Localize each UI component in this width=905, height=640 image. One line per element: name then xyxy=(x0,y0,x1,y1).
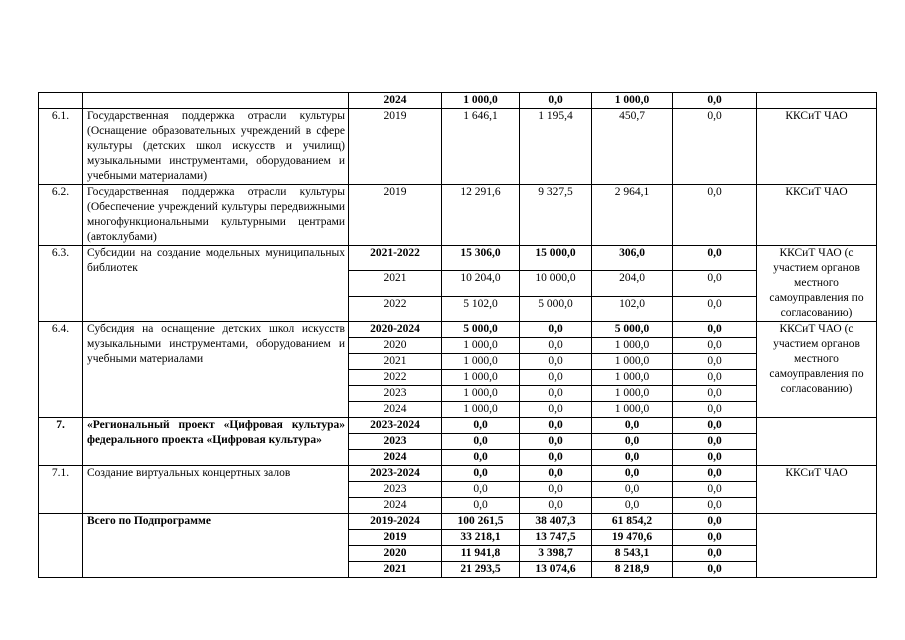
table-row xyxy=(39,418,877,434)
executor-cell: ККСиТ ЧАО (с участием органов местного самоуправления по согласованию) xyxy=(757,322,877,418)
total-cell: 1 000,0 xyxy=(442,402,520,418)
regional-cell: 0,0 xyxy=(592,434,673,450)
federal-cell: 0,0 xyxy=(520,93,592,109)
federal-cell: 13 747,5 xyxy=(520,530,592,546)
num-cell xyxy=(39,93,83,109)
total-cell: 12 291,6 xyxy=(442,185,520,246)
period-cell: 2019 xyxy=(349,530,442,546)
local-cell: 0,0 xyxy=(673,296,757,321)
executor-cell xyxy=(757,514,877,578)
local-cell: 0,0 xyxy=(673,322,757,338)
regional-cell: 0,0 xyxy=(592,450,673,466)
total-cell: 1 000,0 xyxy=(442,386,520,402)
period-cell: 2024 xyxy=(349,402,442,418)
regional-cell: 0,0 xyxy=(592,418,673,434)
federal-cell: 0,0 xyxy=(520,498,592,514)
period-cell: 2021 xyxy=(349,562,442,578)
period-cell: 2024 xyxy=(349,498,442,514)
total-cell: 100 261,5 xyxy=(442,514,520,530)
period-cell: 2020 xyxy=(349,338,442,354)
regional-cell: 450,7 xyxy=(592,109,673,185)
executor-cell: ККСиТ ЧАО (с участием органов местного самоуправления по согласованию) xyxy=(757,246,877,322)
item-name: Государственная поддержка отрасли культуры (Обеспечение учреждений культуры передвижными многофункциональными культурными центрами (автоклубами) xyxy=(83,185,349,246)
item-name: Субсидия на оснащение детских школ искусств музыкальными инструментами, оборудованием и учебными материалами xyxy=(83,322,349,418)
regional-cell: 8 218,9 xyxy=(592,562,673,578)
regional-cell: 0,0 xyxy=(592,482,673,498)
item-name: Всего по Подпрограмме xyxy=(83,514,349,578)
federal-cell: 0,0 xyxy=(520,386,592,402)
federal-cell: 0,0 xyxy=(520,370,592,386)
local-cell: 0,0 xyxy=(673,498,757,514)
period-cell: 2023 xyxy=(349,482,442,498)
federal-cell: 0,0 xyxy=(520,338,592,354)
regional-cell: 2 964,1 xyxy=(592,185,673,246)
local-cell: 0,0 xyxy=(673,450,757,466)
total-cell: 0,0 xyxy=(442,466,520,482)
executor-cell: ККСиТ ЧАО xyxy=(757,466,877,514)
local-cell: 0,0 xyxy=(673,370,757,386)
table-row xyxy=(39,466,877,482)
federal-cell: 5 000,0 xyxy=(520,296,592,321)
item-number: 6.3. xyxy=(39,246,83,322)
total-cell: 1 000,0 xyxy=(442,93,520,109)
regional-cell: 1 000,0 xyxy=(592,338,673,354)
table-row xyxy=(39,322,877,338)
federal-cell: 10 000,0 xyxy=(520,271,592,296)
local-cell: 0,0 xyxy=(673,418,757,434)
item-number xyxy=(39,514,83,578)
total-cell: 15 306,0 xyxy=(442,246,520,271)
regional-cell: 204,0 xyxy=(592,271,673,296)
local-cell: 0,0 xyxy=(673,109,757,185)
executor-cell: ККСиТ ЧАО xyxy=(757,185,877,246)
total-cell: 11 941,8 xyxy=(442,546,520,562)
local-cell: 0,0 xyxy=(673,185,757,246)
local-cell: 0,0 xyxy=(673,514,757,530)
regional-cell: 8 543,1 xyxy=(592,546,673,562)
local-cell: 0,0 xyxy=(673,271,757,296)
regional-cell: 0,0 xyxy=(592,498,673,514)
item-number: 7. xyxy=(39,418,83,466)
period-cell: 2021 xyxy=(349,271,442,296)
federal-cell: 9 327,5 xyxy=(520,185,592,246)
total-cell: 33 218,1 xyxy=(442,530,520,546)
federal-cell: 0,0 xyxy=(520,418,592,434)
period-cell: 2019 xyxy=(349,185,442,246)
local-cell: 0,0 xyxy=(673,246,757,271)
local-cell: 0,0 xyxy=(673,338,757,354)
total-cell: 0,0 xyxy=(442,434,520,450)
regional-cell: 0,0 xyxy=(592,466,673,482)
item-name: «Региональный проект «Цифровая культура» федерального проекта «Цифровая культура» xyxy=(83,418,349,466)
federal-cell: 3 398,7 xyxy=(520,546,592,562)
total-cell: 0,0 xyxy=(442,498,520,514)
regional-cell: 1 000,0 xyxy=(592,386,673,402)
regional-cell: 1 000,0 xyxy=(592,93,673,109)
item-number: 6.2. xyxy=(39,185,83,246)
local-cell: 0,0 xyxy=(673,482,757,498)
regional-cell: 102,0 xyxy=(592,296,673,321)
regional-cell: 61 854,2 xyxy=(592,514,673,530)
federal-cell: 0,0 xyxy=(520,466,592,482)
federal-cell: 13 074,6 xyxy=(520,562,592,578)
period-cell: 2024 xyxy=(349,93,442,109)
period-cell: 2023-2024 xyxy=(349,466,442,482)
regional-cell: 5 000,0 xyxy=(592,322,673,338)
period-cell: 2023 xyxy=(349,386,442,402)
item-number: 7.1. xyxy=(39,466,83,514)
table-body xyxy=(39,93,877,578)
period-cell: 2022 xyxy=(349,296,442,321)
federal-cell: 38 407,3 xyxy=(520,514,592,530)
executor-cell: ККСиТ ЧАО xyxy=(757,109,877,185)
total-cell: 5 000,0 xyxy=(442,322,520,338)
executor-cell xyxy=(757,93,877,109)
period-cell: 2019 xyxy=(349,109,442,185)
regional-cell: 19 470,6 xyxy=(592,530,673,546)
item-name: Создание виртуальных концертных залов xyxy=(83,466,349,514)
period-cell: 2019-2024 xyxy=(349,514,442,530)
period-cell: 2020-2024 xyxy=(349,322,442,338)
local-cell: 0,0 xyxy=(673,402,757,418)
total-cell: 0,0 xyxy=(442,450,520,466)
federal-cell: 0,0 xyxy=(520,354,592,370)
local-cell: 0,0 xyxy=(673,93,757,109)
federal-cell: 0,0 xyxy=(520,402,592,418)
local-cell: 0,0 xyxy=(673,466,757,482)
table-row xyxy=(39,185,877,246)
total-cell: 1 646,1 xyxy=(442,109,520,185)
regional-cell: 1 000,0 xyxy=(592,370,673,386)
total-cell: 10 204,0 xyxy=(442,271,520,296)
local-cell: 0,0 xyxy=(673,546,757,562)
executor-cell xyxy=(757,418,877,466)
period-cell: 2023-2024 xyxy=(349,418,442,434)
period-cell: 2023 xyxy=(349,434,442,450)
table-row xyxy=(39,514,877,530)
federal-cell: 0,0 xyxy=(520,434,592,450)
item-name: Государственная поддержка отрасли культуры (Оснащение образовательных учреждений в сфере культуры (детских школ искусств и училищ) музыкальными инструментами, оборудованием и учебными материалами) xyxy=(83,109,349,185)
total-cell: 0,0 xyxy=(442,418,520,434)
period-cell: 2021-2022 xyxy=(349,246,442,271)
total-cell: 1 000,0 xyxy=(442,354,520,370)
table-row xyxy=(39,109,877,185)
name-cell xyxy=(83,93,349,109)
period-cell: 2022 xyxy=(349,370,442,386)
total-cell: 1 000,0 xyxy=(442,370,520,386)
federal-cell: 15 000,0 xyxy=(520,246,592,271)
table-row xyxy=(39,246,877,271)
table-row xyxy=(39,93,877,109)
local-cell: 0,0 xyxy=(673,386,757,402)
regional-cell: 1 000,0 xyxy=(592,354,673,370)
item-name: Субсидии на создание модельных муниципальных библиотек xyxy=(83,246,349,322)
period-cell: 2020 xyxy=(349,546,442,562)
budget-table xyxy=(38,92,877,578)
local-cell: 0,0 xyxy=(673,530,757,546)
total-cell: 1 000,0 xyxy=(442,338,520,354)
period-cell: 2024 xyxy=(349,450,442,466)
regional-cell: 1 000,0 xyxy=(592,402,673,418)
local-cell: 0,0 xyxy=(673,354,757,370)
total-cell: 21 293,5 xyxy=(442,562,520,578)
local-cell: 0,0 xyxy=(673,562,757,578)
local-cell: 0,0 xyxy=(673,434,757,450)
total-cell: 0,0 xyxy=(442,482,520,498)
federal-cell: 0,0 xyxy=(520,450,592,466)
federal-cell: 0,0 xyxy=(520,482,592,498)
item-number: 6.4. xyxy=(39,322,83,418)
period-cell: 2021 xyxy=(349,354,442,370)
federal-cell: 1 195,4 xyxy=(520,109,592,185)
item-number: 6.1. xyxy=(39,109,83,185)
regional-cell: 306,0 xyxy=(592,246,673,271)
total-cell: 5 102,0 xyxy=(442,296,520,321)
federal-cell: 0,0 xyxy=(520,322,592,338)
